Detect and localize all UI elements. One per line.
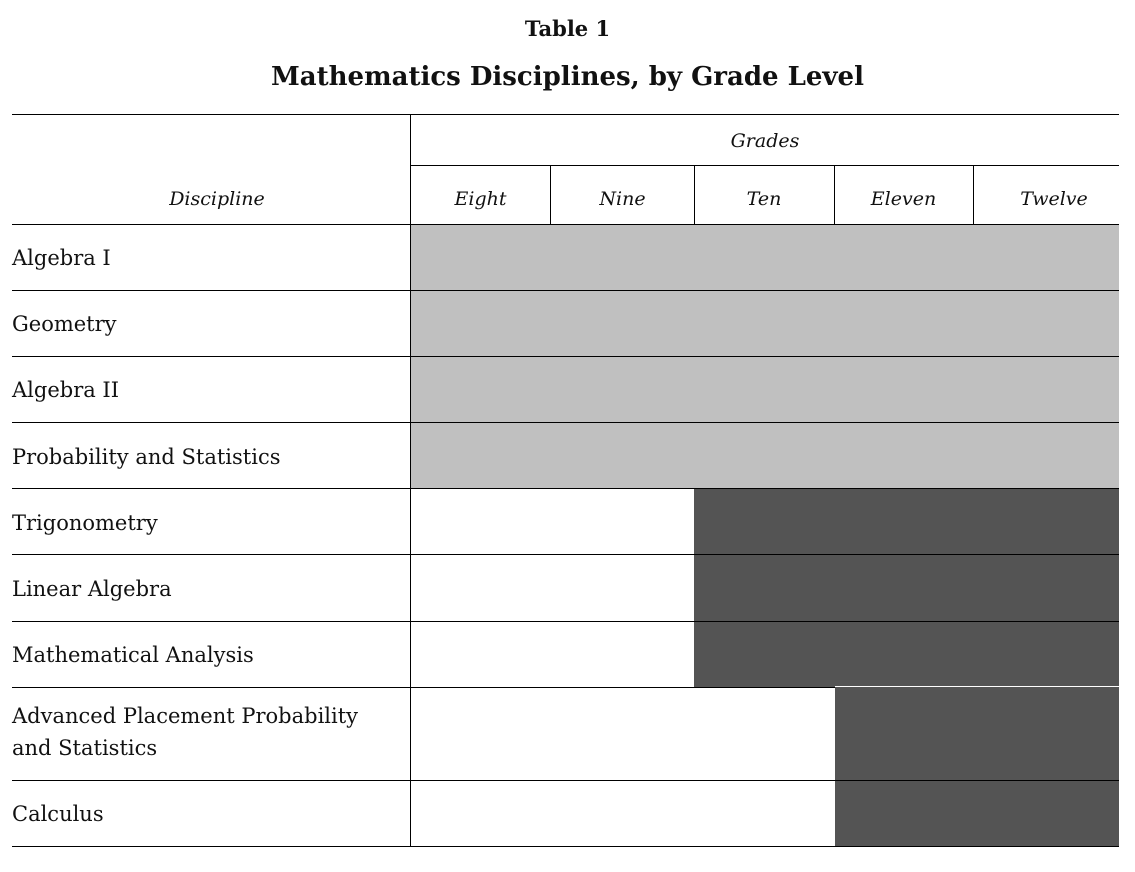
coverage-bar-trigonometry [694, 488, 1119, 687]
top-rule [12, 114, 1119, 115]
grade-divider [694, 166, 695, 224]
discipline-cell: Geometry [12, 312, 117, 336]
table-label: Table 1 [524, 16, 611, 41]
discipline-cell-line2: and Statistics [12, 736, 158, 760]
row-rule [12, 621, 1119, 622]
grade-header-eight: Eight [454, 188, 507, 210]
grade-header-ten: Ten [746, 188, 782, 210]
coverage-bar-ap-statistics [835, 687, 1119, 846]
grade-divider [550, 166, 551, 224]
discipline-cell-line1: Advanced Placement Probability [12, 704, 359, 728]
row-rule [12, 356, 1119, 357]
discipline-cell: Calculus [12, 802, 104, 826]
discipline-cell: Linear Algebra [12, 577, 172, 601]
discipline-cell: Algebra I [12, 246, 111, 270]
row-rule-highlight [835, 686, 1119, 687]
grade-header-nine: Nine [599, 188, 646, 210]
header-bottom-rule [12, 224, 1119, 225]
bottom-rule [12, 846, 1119, 847]
grade-divider [834, 166, 835, 224]
discipline-cell: Algebra II [12, 378, 120, 402]
row-rule [12, 687, 835, 688]
table-title: Mathematics Disciplines, by Grade Level [271, 62, 864, 92]
grade-header-twelve: Twelve [1020, 188, 1088, 210]
grade-header-eleven: Eleven [870, 188, 937, 210]
row-rule [12, 780, 1119, 781]
discipline-column-divider [410, 115, 411, 846]
grades-subheader-rule [411, 165, 1119, 166]
grade-divider [973, 166, 974, 224]
row-rule [12, 422, 1119, 423]
discipline-cell: Trigonometry [12, 511, 158, 535]
discipline-cell: Mathematical Analysis [12, 643, 254, 667]
grades-group-header: Grades [730, 130, 800, 152]
discipline-header: Discipline [169, 188, 265, 210]
discipline-cell: Probability and Statistics [12, 445, 281, 469]
row-rule [12, 554, 1119, 555]
row-rule [12, 290, 1119, 291]
row-rule [12, 488, 1119, 489]
